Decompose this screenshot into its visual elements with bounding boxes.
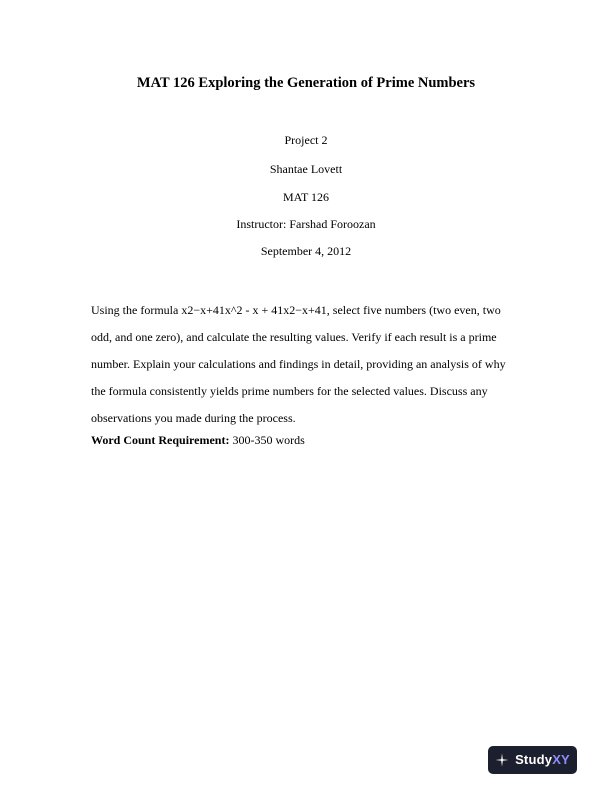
- instructor-line: Instructor: Farshad Foroozan: [236, 217, 376, 231]
- watermark-brand: [515, 753, 570, 767]
- brand-accent: XY: [552, 752, 570, 767]
- requirement-value: 300-350 words: [232, 433, 305, 447]
- body-line: observations you made during the process.: [91, 411, 296, 425]
- requirement-label: Word Count Requirement:: [91, 433, 230, 447]
- body-line: odd, and one zero), and calculate the resulting values. Verify if each result is a prime: [91, 330, 497, 344]
- studyxy-watermark-badge[interactable]: [488, 746, 577, 774]
- project-label: Project 2: [284, 133, 328, 147]
- body-line: number. Explain your calculations and findings in detail, providing an analysis of why: [91, 357, 506, 371]
- brand-main: Study: [515, 752, 553, 767]
- assignment-instructions: [91, 297, 521, 432]
- document-title: MAT 126 Exploring the Generation of Prime Numbers: [136, 75, 476, 91]
- document-date: September 4, 2012: [260, 244, 352, 258]
- word-count-requirement: [91, 433, 305, 447]
- body-line: the formula consistently yields prime numbers for the selected values. Discuss any: [91, 384, 488, 398]
- body-line: Using the formula x2−x+41x^2 - x + 41x2−x+41, select five numbers (two even, two: [91, 303, 501, 317]
- course-code: MAT 126: [282, 190, 330, 204]
- sparkle-plus-icon: [495, 753, 509, 767]
- author-name: Shantae Lovett: [269, 162, 343, 176]
